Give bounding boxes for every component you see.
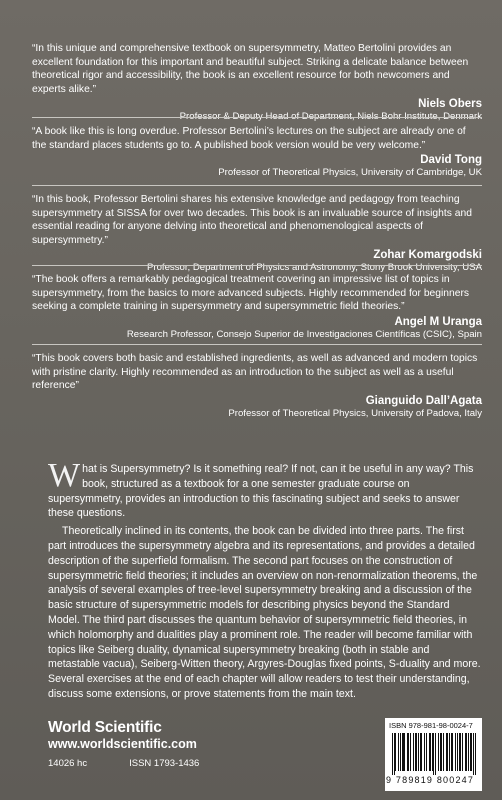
divider <box>32 117 482 118</box>
barcode-stripe <box>447 733 448 771</box>
quote-text: “A book like this is long overdue. Professor Bertolini’s lectures on the subject are already one of the standard places students go to. A published book version would be very welcome.” <box>32 126 466 151</box>
issn: ISSN 1793-1436 <box>129 758 200 769</box>
quote-affiliation: Professor of Theoretical Physics, University of Padova, Italy <box>228 407 482 419</box>
barcode-stripe <box>407 733 408 771</box>
quote-author: David Tong <box>420 154 482 167</box>
publisher-url: www.worldscientific.com <box>48 737 197 751</box>
quote-author: Zohar Komargodski <box>373 249 482 262</box>
quote-affiliation: Research Professor, Consejo Superior de Investigaciones Científicas (CSIC), Spain <box>126 328 482 340</box>
endorsement-quote <box>32 273 482 341</box>
description-text: hat is Supersymmetry? Is it something real? If not, can it be useful in any way? This book, structured as a textbook for a one semester graduate course on supersymmetry, provides an introduction to this fascinating subject and seeks to answer these questions. <box>48 463 474 520</box>
quote-text: “This book covers both basic and established ingredients, as well as advanced and modern topics with pristine clarity. Highly recommended as an introduction to the subject as well as a useful reference” <box>32 353 478 392</box>
barcode-bars <box>392 733 476 775</box>
publisher-block <box>48 719 199 770</box>
barcode-stripe <box>430 733 431 771</box>
barcode-digits: 9 789819 800247 <box>386 775 475 785</box>
barcode-stripe <box>460 733 461 771</box>
barcode-stripe <box>470 733 471 771</box>
barcode-stripe <box>400 733 401 771</box>
barcode-stripe <box>398 733 399 771</box>
quote-text: “In this unique and comprehensive textbook on supersymmetry, Matteo Bertolini provides an excellent foundation for this important and beautiful subject. Striking a delicate balance between theoretical rigor and accessibility, the book is an excellent resource for both newcomers and experts alike.” <box>32 43 469 95</box>
divider <box>32 185 482 186</box>
quote-text: “The book offers a remarkably pedagogical treatment covering an impressive list of topics in supersymmetry, from the basics to more advanced subjects. Highly recommended for beginners seeking a complete training in supersymmetry and supersymmetric field theories.” <box>32 274 470 313</box>
barcode-stripe <box>432 733 433 771</box>
barcode-stripe <box>473 733 474 775</box>
quote-author: Gianguido Dall’Agata <box>365 394 482 407</box>
barcode-stripe <box>455 733 456 771</box>
barcode-graphic <box>392 733 476 775</box>
barcode-stripe <box>415 733 416 771</box>
barcode-stripe <box>392 733 393 775</box>
barcode-stripe <box>426 733 427 771</box>
barcode-stripe <box>459 733 460 771</box>
barcode-stripe <box>438 733 439 771</box>
barcode-stripe <box>394 733 395 775</box>
barcode <box>385 718 482 791</box>
barcode-stripe <box>468 733 469 771</box>
barcode-stripe <box>457 733 458 771</box>
description-paragraph <box>48 457 482 521</box>
barcode-stripe <box>441 733 442 771</box>
barcode-stripe <box>395 733 396 771</box>
barcode-stripe <box>451 733 452 771</box>
barcode-stripe <box>404 733 405 771</box>
barcode-stripe <box>452 733 453 771</box>
barcode-stripe <box>433 733 434 775</box>
barcode-stripe <box>408 733 409 771</box>
description-paragraph: Theoretically inclined in its contents, the book can be divided into three parts. The first part introduces the supersymmetry algebra and its representations, and provides a detailed description of the superfield formalism. The second part focuses on the construction of supersymmetric field theories; it includes an overview on non-renormalization theorems, the analysis of several examples of tree-level supersymmetry breaking and a discussion of the basic structure of supersymmetric models for describing physics beyond the Standard Model. The third part discusses the quantum behavior of supersymmetric field theories, in which holomorphy and dualities play a prominent role. The reader will become familiar with topics like Seiberg duality, dynamical supersymmetry breaking (both in stable and metastable vacua), Seiberg-Witten theory, Argyres-Douglas fixed points, S-duality and more. Several exercises at the end of each chapter will allow readers to test their understanding, discuss some extensions, or prove statements from the main text. <box>48 525 481 700</box>
endorsement-quote <box>32 125 482 179</box>
book-description <box>48 457 482 702</box>
product-code: 14026 hc <box>48 758 88 769</box>
isbn-label: ISBN 978-981-98-0024-7 <box>389 721 473 730</box>
barcode-stripe <box>429 733 430 771</box>
quote-author: Angel M Uranga <box>394 315 482 328</box>
barcode-stripe <box>421 733 422 771</box>
quote-affiliation: Professor, Department of Physics and Astronomy, Stony Brook University, USA <box>146 262 482 274</box>
barcode-stripe <box>475 733 476 775</box>
publisher-meta <box>48 758 199 770</box>
barcode-stripe <box>466 733 467 771</box>
divider <box>32 265 482 266</box>
barcode-stripe <box>424 733 425 771</box>
publisher-logo-name: World Scientific <box>48 719 162 736</box>
barcode-stripe <box>462 733 463 771</box>
barcode-stripe <box>446 733 447 771</box>
barcode-stripe <box>440 733 441 771</box>
barcode-stripe <box>416 733 417 771</box>
barcode-stripe <box>471 733 472 771</box>
quote-affiliation: Professor of Theoretical Physics, University of Cambridge, UK <box>218 167 482 179</box>
quote-affiliation: Professor & Deputy Head of Department, Niels Bohr Institute, Denmark <box>179 111 482 123</box>
endorsement-quote <box>32 193 482 274</box>
barcode-stripe <box>403 733 404 771</box>
barcode-stripe <box>420 733 421 771</box>
barcode-stripe <box>443 733 444 771</box>
barcode-stripe <box>402 733 403 771</box>
barcode-stripe <box>449 733 450 771</box>
barcode-stripe <box>418 733 419 771</box>
quote-author: Niels Obers <box>418 98 482 111</box>
endorsement-quote <box>32 42 482 123</box>
quote-text: “In this book, Professor Bertolini shares his extensive knowledge and pedagogy from teaching supersymmetry at SISSA for over two decades. This book is an invaluable source of insights and essential reading for anyone delving into theoretical and phenomenological aspects of supersymmetry.” <box>32 194 472 246</box>
divider <box>32 344 482 345</box>
barcode-stripe <box>413 733 414 771</box>
barcode-stripe <box>465 733 466 771</box>
barcode-stripe <box>435 733 436 775</box>
endorsement-quote <box>32 352 482 420</box>
drop-cap: W <box>48 457 81 494</box>
barcode-stripe <box>410 733 411 771</box>
